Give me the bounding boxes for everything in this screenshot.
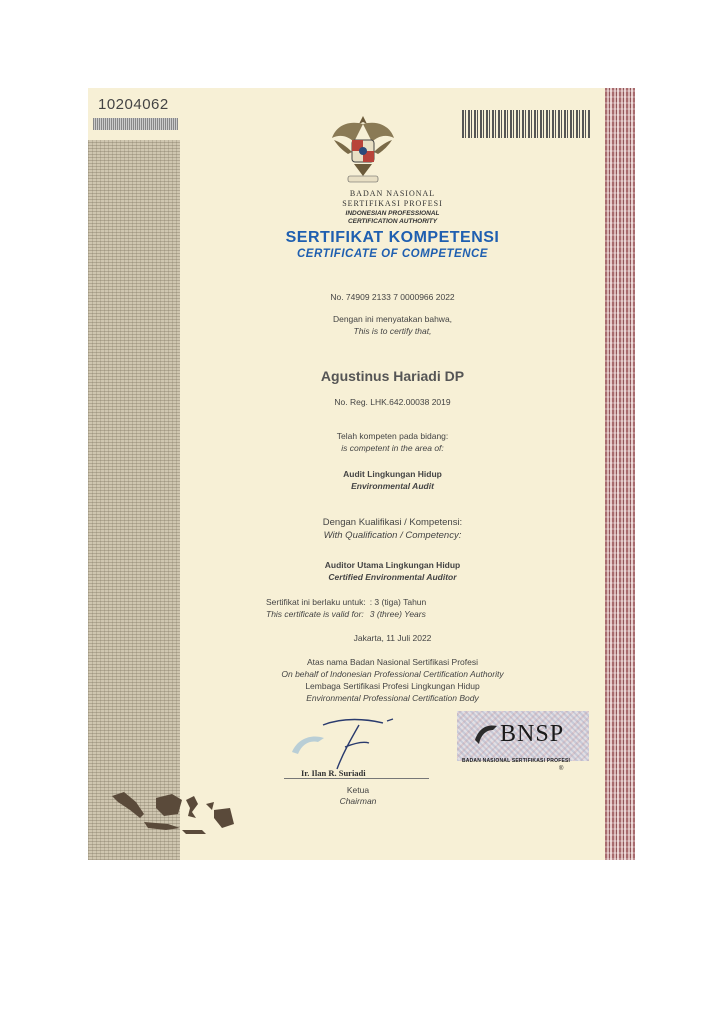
signer-role bbox=[328, 785, 388, 807]
certificate-title: SERTIFIKAT KOMPETENSI bbox=[285, 229, 500, 246]
signer-role-en: Chairman bbox=[339, 796, 377, 806]
bnsp-subtitle: BADAN NASIONAL SERTIFIKASI PROFESI bbox=[462, 758, 571, 764]
barcode bbox=[462, 110, 590, 138]
garuda-emblem-icon bbox=[328, 112, 398, 186]
agency-name-en-line2: CERTIFICATION AUTHORITY bbox=[347, 218, 438, 225]
signature bbox=[283, 713, 433, 773]
serial-number: 10204062 bbox=[98, 96, 169, 113]
area-id: Audit Lingkungan Hidup bbox=[343, 469, 442, 479]
validity-value-id: : 3 (tiga) Tahun bbox=[369, 597, 427, 607]
place-date: Jakarta, 11 Juli 2022 bbox=[353, 633, 432, 643]
bnsp-logo-icon bbox=[473, 720, 499, 750]
agency-name bbox=[180, 189, 605, 209]
certificate bbox=[88, 88, 635, 860]
validity bbox=[266, 596, 426, 620]
certify-statement bbox=[180, 313, 605, 337]
competent-en: is competent in the area of: bbox=[341, 443, 444, 453]
agency-name-en-line1: INDONESIAN PROFESSIONAL bbox=[345, 210, 440, 217]
agency-name-en bbox=[180, 210, 605, 226]
agency-name-line1: BADAN NASIONAL bbox=[349, 189, 436, 198]
qualification-id: Auditor Utama Lingkungan Hidup bbox=[324, 560, 461, 570]
validity-label-id: Sertifikat ini berlaku untuk: bbox=[266, 597, 366, 607]
on-behalf-line4: Environmental Professional Certification Body bbox=[306, 693, 479, 703]
competent-statement bbox=[180, 430, 605, 454]
certificate-number: No. 74909 2133 7 0000966 2022 bbox=[330, 292, 455, 302]
bnsp-logo-text: BNSP bbox=[500, 721, 565, 747]
certify-id: Dengan ini menyatakan bahwa, bbox=[332, 314, 453, 324]
security-border-right bbox=[605, 88, 635, 860]
qualification-label bbox=[180, 516, 605, 542]
qualification bbox=[180, 559, 605, 583]
qualification-label-id: Dengan Kualifikasi / Kompetensi: bbox=[322, 517, 463, 528]
competence-area bbox=[180, 468, 605, 492]
holder-name: Agustinus Hariadi DP bbox=[320, 368, 465, 384]
signer-role-id: Ketua bbox=[346, 785, 370, 795]
indonesia-map-icon bbox=[110, 788, 235, 840]
signer-name: Ir. Ilan R. Suriadi bbox=[301, 768, 366, 778]
on-behalf-line2: On behalf of Indonesian Professional Certification Authority bbox=[281, 669, 504, 679]
qualification-label-en: With Qualification / Competency: bbox=[323, 530, 462, 541]
on-behalf bbox=[180, 656, 605, 704]
validity-label-en: This certificate is valid for: bbox=[266, 609, 364, 619]
registration-number: No. Reg. LHK.642.00038 2019 bbox=[334, 397, 451, 407]
qualification-en: Certified Environmental Auditor bbox=[328, 572, 457, 582]
certificate-title-en: CERTIFICATE OF COMPETENCE bbox=[297, 248, 488, 260]
security-pattern-left bbox=[88, 140, 180, 860]
validity-value-en: 3 (three) Years bbox=[369, 609, 426, 619]
bnsp-registered-mark: ® bbox=[559, 766, 564, 772]
certify-en: This is to certify that, bbox=[353, 326, 432, 336]
competent-id: Telah kompeten pada bidang: bbox=[336, 431, 449, 441]
on-behalf-line1: Atas nama Badan Nasional Sertifikasi Profesi bbox=[306, 657, 479, 667]
serial-pattern bbox=[93, 118, 178, 130]
on-behalf-line3: Lembaga Sertifikasi Profesi Lingkungan Hidup bbox=[305, 681, 480, 691]
signature-line bbox=[284, 778, 429, 779]
area-en: Environmental Audit bbox=[351, 481, 434, 491]
agency-name-line2: SERTIFIKASI PROFESI bbox=[342, 199, 443, 208]
